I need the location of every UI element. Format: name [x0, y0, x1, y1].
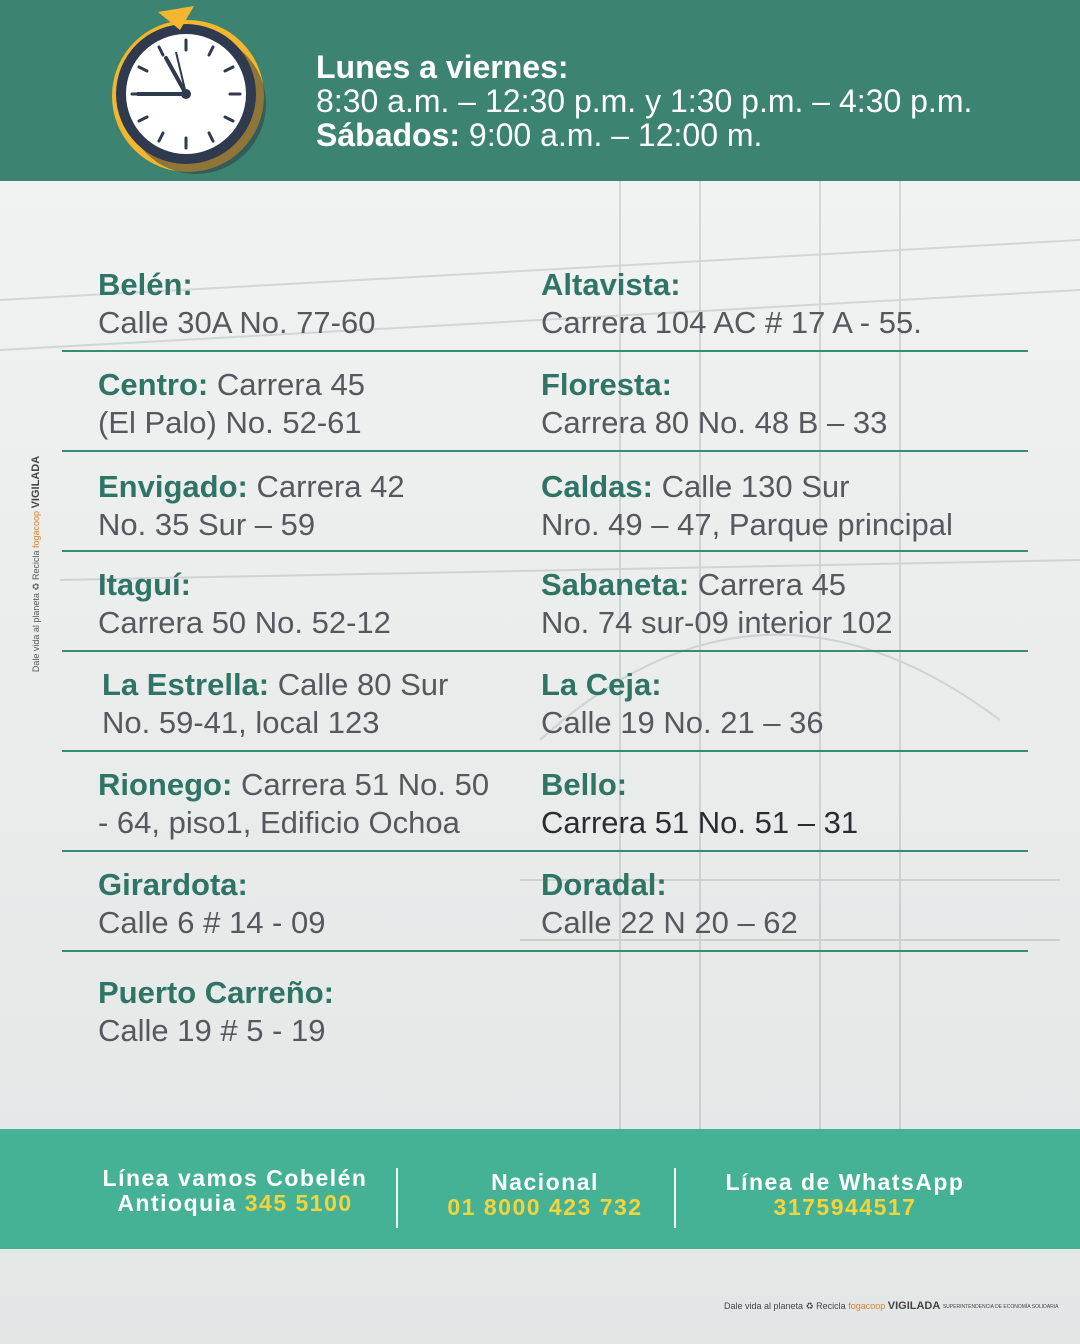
row-divider	[62, 450, 1028, 452]
row-divider	[62, 850, 1028, 852]
branch-address: Nro. 49 – 47, Parque principal	[541, 507, 953, 542]
branch-address: Calle 30A No. 77-60	[98, 305, 376, 340]
branch-caldas	[541, 468, 1011, 544]
opening-hours	[316, 50, 972, 152]
superintendencia-text: SUPERINTENDENCIA DE ECONOMÍA SOLIDARIA	[942, 1303, 1059, 1310]
branch-belen	[98, 266, 528, 342]
fogacoop-logo: fogacoop	[848, 1301, 886, 1311]
weekday-time: 8:30 a.m. – 12:30 p.m. y 1:30 p.m. – 4:30 p.m.	[316, 83, 973, 119]
branch-address: No. 74 sur-09 interior 102	[541, 605, 893, 640]
whatsapp-phone-link[interactable]: 3175944517	[773, 1194, 917, 1220]
branch-sabaneta	[541, 566, 1011, 642]
branch-name: Envigado:	[98, 469, 248, 504]
branch-la-ceja	[541, 666, 1011, 742]
branch-address: (El Palo) No. 52-61	[98, 405, 362, 440]
branch-address: Carrera 51 No. 51 – 31	[541, 805, 859, 840]
recicla-text: Recicla	[816, 1301, 846, 1311]
branch-name: Altavista:	[541, 267, 681, 302]
branch-name: Rionego:	[98, 767, 233, 802]
branch-address: Calle 19 No. 21 – 36	[541, 705, 824, 740]
branch-envigado	[98, 468, 528, 544]
branch-name: Itaguí:	[98, 567, 191, 602]
branch-name: Sabaneta:	[541, 567, 690, 602]
branch-la-estrella	[102, 666, 532, 742]
branch-address: Calle 6 # 14 - 09	[98, 905, 326, 940]
contact-nacional	[410, 1170, 680, 1220]
branch-address-line1: Carrera 45	[697, 567, 846, 602]
branch-name: Belén:	[98, 267, 193, 302]
branch-address: Carrera 80 No. 48 B – 33	[541, 405, 888, 440]
contact-divider	[396, 1168, 398, 1228]
planet-text: Dale vida al planeta	[31, 593, 41, 673]
contact-cobelen	[80, 1166, 390, 1216]
weekday-label: Lunes a viernes:	[316, 49, 569, 85]
branch-girardota	[98, 866, 528, 942]
side-logos	[6, 428, 46, 708]
saturday-label: Sábados:	[316, 117, 461, 153]
whatsapp-label: Línea de WhatsApp	[725, 1169, 965, 1195]
clock-icon	[96, 0, 286, 196]
vigilada-text: VIGILADA	[887, 1300, 941, 1312]
row-divider	[62, 950, 1028, 952]
branch-address: Carrera 50 No. 52-12	[98, 605, 391, 640]
row-divider	[62, 750, 1028, 752]
recycle-icon: ♻	[805, 1301, 814, 1311]
branch-name: La Ceja:	[541, 667, 662, 702]
branch-address-line1: Carrera 45	[216, 367, 366, 402]
row-divider	[62, 550, 1028, 552]
branch-name: Girardota:	[98, 867, 248, 902]
row-divider	[62, 350, 1028, 352]
branch-address-line1: Carrera 42	[256, 469, 405, 504]
branch-address-line1: Calle 130 Sur	[661, 469, 850, 504]
branch-name: La Estrella:	[102, 667, 270, 702]
branch-rionego	[98, 766, 518, 842]
branch-name: Puerto Carreño:	[98, 975, 334, 1010]
branch-puerto-carreno	[98, 974, 528, 1050]
fogacoop-logo: fogacoop	[31, 510, 41, 548]
cobelen-label: Línea vamos Cobelén	[102, 1165, 368, 1191]
contact-whatsapp	[690, 1170, 1000, 1220]
branch-bello	[541, 766, 1011, 842]
cobelen-label-2: Antioquia	[117, 1190, 237, 1216]
branch-floresta	[541, 366, 1011, 442]
branch-centro	[98, 366, 528, 442]
branch-address: - 64, piso1, Edificio Ochoa	[98, 805, 460, 840]
nacional-label: Nacional	[491, 1169, 599, 1195]
contact-divider	[674, 1168, 676, 1228]
branch-address: No. 59-41, local 123	[102, 705, 380, 740]
branch-name: Caldas:	[541, 469, 653, 504]
branch-doradal	[541, 866, 1011, 942]
branch-name: Doradal:	[541, 867, 667, 902]
branch-address: Carrera 104 AC # 17 A - 55.	[541, 305, 922, 340]
vigilada-text: VIGILADA	[30, 455, 42, 509]
branch-name: Bello:	[541, 767, 628, 802]
bottom-logos	[724, 1300, 1059, 1312]
branch-altavista	[541, 266, 1011, 342]
branch-address: No. 35 Sur – 59	[98, 507, 316, 542]
branch-address: Calle 19 # 5 - 19	[98, 1013, 326, 1048]
nacional-phone-link[interactable]: 01 8000 423 732	[447, 1194, 643, 1220]
branch-name: Centro:	[98, 367, 209, 402]
recicla-text: Recicla	[31, 550, 41, 580]
branch-address: Calle 22 N 20 – 62	[541, 905, 798, 940]
recycle-icon: ♻	[31, 582, 41, 591]
branch-itagui	[98, 566, 528, 642]
branch-address-line1: Calle 80 Sur	[277, 667, 449, 702]
saturday-time: 9:00 a.m. – 12:00 m.	[468, 117, 763, 153]
cobelen-phone-link[interactable]: 345 5100	[244, 1190, 353, 1216]
branch-address-line1: Carrera 51 No. 50	[240, 767, 490, 802]
branch-name: Floresta:	[541, 367, 672, 402]
planet-text: Dale vida al planeta	[724, 1301, 804, 1311]
row-divider	[62, 650, 1028, 652]
